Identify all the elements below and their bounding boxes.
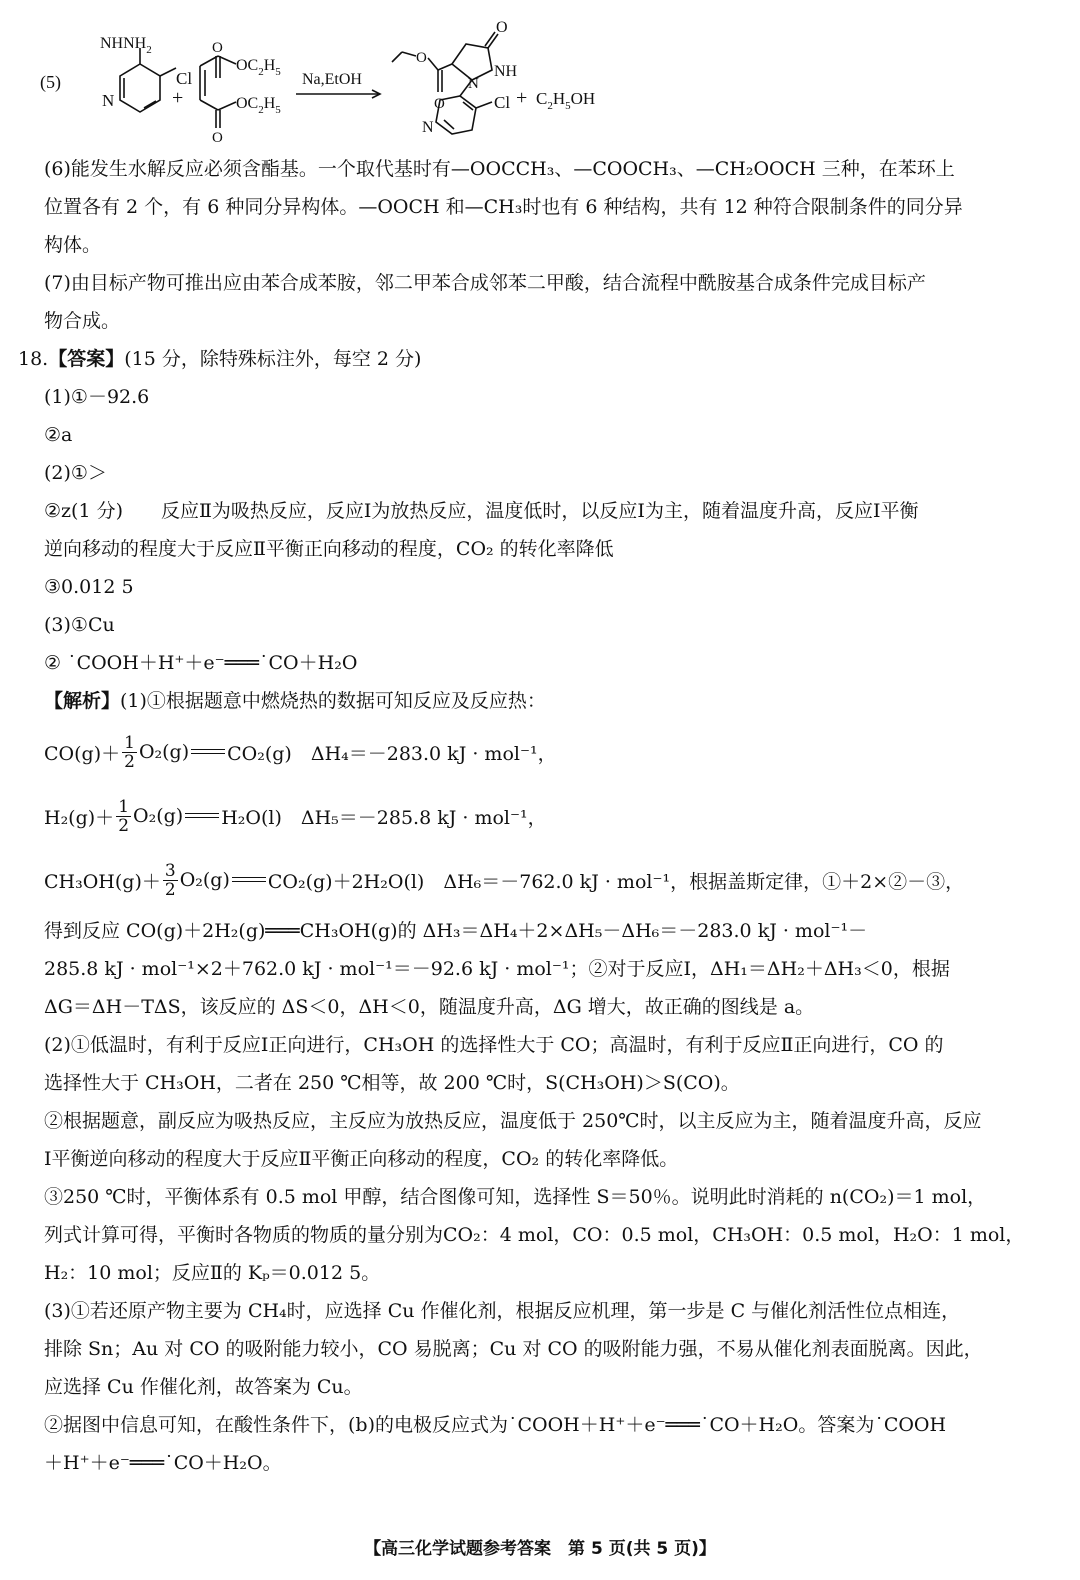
answer-3-1: (3)①Cu: [44, 614, 115, 636]
answer-2-2-cont: 逆向移动的程度大于反应Ⅱ平衡正向移动的程度，CO₂ 的转化率降低: [44, 538, 614, 560]
analysis-2-2a: ②根据题意，副反应为吸热反应，主反应为放热反应，温度低于 250℃时，以主反应为主，随着温度升高，反应: [44, 1110, 982, 1132]
reactant-hydrazinopyridine: [120, 48, 176, 112]
analysis-2-1b: 选择性大于 CH₃OH，二者在 250 ℃相等，故 200 ℃时，S(CH₃OH)＞S(CO)。: [44, 1072, 740, 1094]
question-number: 18.: [18, 348, 49, 370]
analysis-1-line5: 285.8 kJ · mol⁻¹×2＋762.0 kJ · mol⁻¹＝－92.6 kJ · mol⁻¹；②对于反应Ⅰ，ΔH₁＝ΔH₂＋ΔH₃＜0，根据: [44, 958, 950, 980]
answer-2-1: (2)①＞: [44, 462, 107, 484]
analysis-1-line4: 得到反应 CO(g)＋2H₂(g)═══CH₃OH(g)的 ΔH₃＝ΔH₄＋2×ΔH₅－ΔH₆＝－283.0 kJ · mol⁻¹－: [44, 920, 868, 942]
answer-2-3: ③0.012 5: [44, 576, 134, 598]
q6-line3: 构体。: [44, 234, 102, 256]
svg-text:NH: NH: [494, 63, 518, 80]
equation-methanol-combustion: CH₃OH(g)＋ $\frac{3}{2}$ O₂(g) CO₂(g)＋2H₂O(l) ΔH₆＝－762.0 kJ · mol⁻¹，根据盖斯定律，①＋2×②－③，: [44, 860, 965, 900]
answer-2-2: ②z(1 分) 反应Ⅱ为吸热反应，反应Ⅰ为放热反应，温度低时，以反应Ⅰ为主，随着温度升高，反应Ⅰ平衡: [44, 500, 919, 522]
fraction: $\frac{1}{2}$: [118, 796, 130, 836]
svg-text:O: O: [212, 130, 223, 146]
svg-text:N: N: [468, 76, 479, 92]
svg-text:OC2H5: $OC_2H_5$: [236, 57, 281, 78]
q6-line1: (6)能发生水解反应必须含酯基。一个取代基时有—OOCCH₃、—COOCH₃、—CH₂OOCH 三种，在苯环上: [44, 158, 955, 180]
svg-text:N: N: [422, 119, 434, 136]
reaction-scheme: [40, 8, 1040, 148]
analysis-3-1a: (3)①若还原产物主要为 CH₄时，应选择 Cu 作催化剂，根据反应机理，第一步是 C 与催化剂活性位点相连，: [44, 1300, 961, 1322]
analysis-2-3a: ③250 ℃时，平衡体系有 0.5 mol 甲醇，结合图像可知，选择性 S＝50％。说明此时消耗的 n(CO₂)＝1 mol，: [44, 1186, 987, 1208]
analysis-3-1c: 应选择 Cu 作催化剂，故答案为 Cu。: [44, 1376, 363, 1398]
svg-text:O: O: [496, 19, 508, 36]
q18-header: [18, 340, 1054, 378]
answer-content: [18, 150, 1054, 1482]
q7-line2: 物合成。: [44, 310, 121, 332]
product-pyrazolidinone: [392, 32, 498, 134]
analysis-3-1b: 排除 Sn；Au 对 CO 的吸附能力较小，CO 易脱离；Cu 对 CO 的吸附能力强，不易从催化剂表面脱离。因此，: [44, 1338, 983, 1360]
analysis-tag: 【解析】: [44, 690, 121, 712]
plus-sign-1: +: [172, 87, 184, 109]
equilibrium-arrow: [185, 811, 219, 821]
byproduct-ethanol: $C_2H_5OH$: [536, 89, 596, 112]
analysis-2-1a: (2)①低温时，有利于反应Ⅰ正向进行，CH₃OH 的选择性大于 CO；高温时，有利于反应Ⅱ正向进行，CO 的: [44, 1034, 944, 1056]
analysis-3-2b: ＋H⁺＋e⁻═══˙CO＋H₂O。: [44, 1452, 282, 1474]
analysis-2-3c: H₂：10 mol；反应Ⅱ的 Kₚ＝0.012 5。: [44, 1262, 381, 1284]
page-footer: 【高三化学试题参考答案 第 5 页(共 5 页)】: [364, 1539, 716, 1559]
analysis-3-2a: ②据图中信息可知，在酸性条件下，(b)的电极反应式为˙COOH＋H⁺＋e⁻═══˙CO＋H₂O。答案为˙COOH: [44, 1414, 947, 1436]
equilibrium-arrow: [232, 875, 266, 885]
svg-text:N: N: [102, 91, 115, 110]
answer-3-2: ② ˙COOH＋H⁺＋e⁻═══˙CO＋H₂O: [44, 652, 358, 674]
scheme-label: (5): [40, 72, 61, 92]
svg-text:NHNH2: $NHNH_2$: [100, 35, 152, 56]
reaction-conditions: Na,EtOH: [302, 71, 362, 88]
svg-text:O: O: [416, 50, 427, 66]
score-note: (15 分，除特殊标注外，每空 2 分): [124, 348, 422, 370]
equilibrium-arrow: [191, 747, 225, 757]
answer-1-1: (1)①－92.6: [44, 386, 150, 408]
analysis-2-2b: Ⅰ平衡逆向移动的程度大于反应Ⅱ平衡正向移动的程度，CO₂ 的转化率降低。: [44, 1148, 679, 1170]
q6-line2: 位置各有 2 个，有 6 种同分异构体。—OOCH 和—CH₃时也有 6 种结构，共有 12 种符合限制条件的同分异: [44, 196, 963, 218]
equation-h2-combustion: H₂(g)＋ $\frac{1}{2}$ O₂(g) H₂O(l) ΔH₅＝－285.8 kJ · mol⁻¹，: [44, 796, 547, 836]
fraction: $\frac{3}{2}$: [164, 860, 176, 900]
svg-text:OC2H5: $OC_2H_5$: [236, 95, 281, 116]
reaction-arrow: [296, 90, 380, 98]
svg-text:O: O: [212, 40, 223, 56]
analysis-2-3b: 列式计算可得，平衡时各物质的物质的量分别为CO₂：4 mol，CO：0.5 mol，CH₃OH：0.5 mol，H₂O：1 mol，: [44, 1224, 1025, 1246]
reactant-diethyl-maleate: [200, 56, 236, 128]
analysis-intro: 【解析】(1)①根据题意中燃烧热的数据可知反应及反应热：: [44, 690, 546, 712]
equation-co-combustion: CO(g)＋ $\frac{1}{2}$ O₂(g) CO₂(g) ΔH₄＝－283.0 kJ · mol⁻¹，: [44, 732, 557, 772]
svg-text:Cl: Cl: [494, 93, 511, 112]
answer-tag: 【答案】: [48, 348, 125, 370]
svg-text:O: O: [434, 96, 445, 112]
q7-line1: (7)由目标产物可推出应由苯合成苯胺，邻二甲苯合成邻苯二甲酸，结合流程中酰胺基合成条件完成目标产: [44, 272, 926, 294]
analysis-1-line6: ΔG＝ΔH－TΔS，该反应的 ΔS＜0，ΔH＜0，随温度升高，ΔG 增大，故正确的图线是 a。: [44, 996, 815, 1018]
answer-1-2: ②a: [44, 424, 73, 446]
plus-sign-2: +: [516, 87, 528, 109]
svg-text:Cl: Cl: [176, 69, 193, 88]
fraction: $\frac{1}{2}$: [124, 732, 135, 772]
